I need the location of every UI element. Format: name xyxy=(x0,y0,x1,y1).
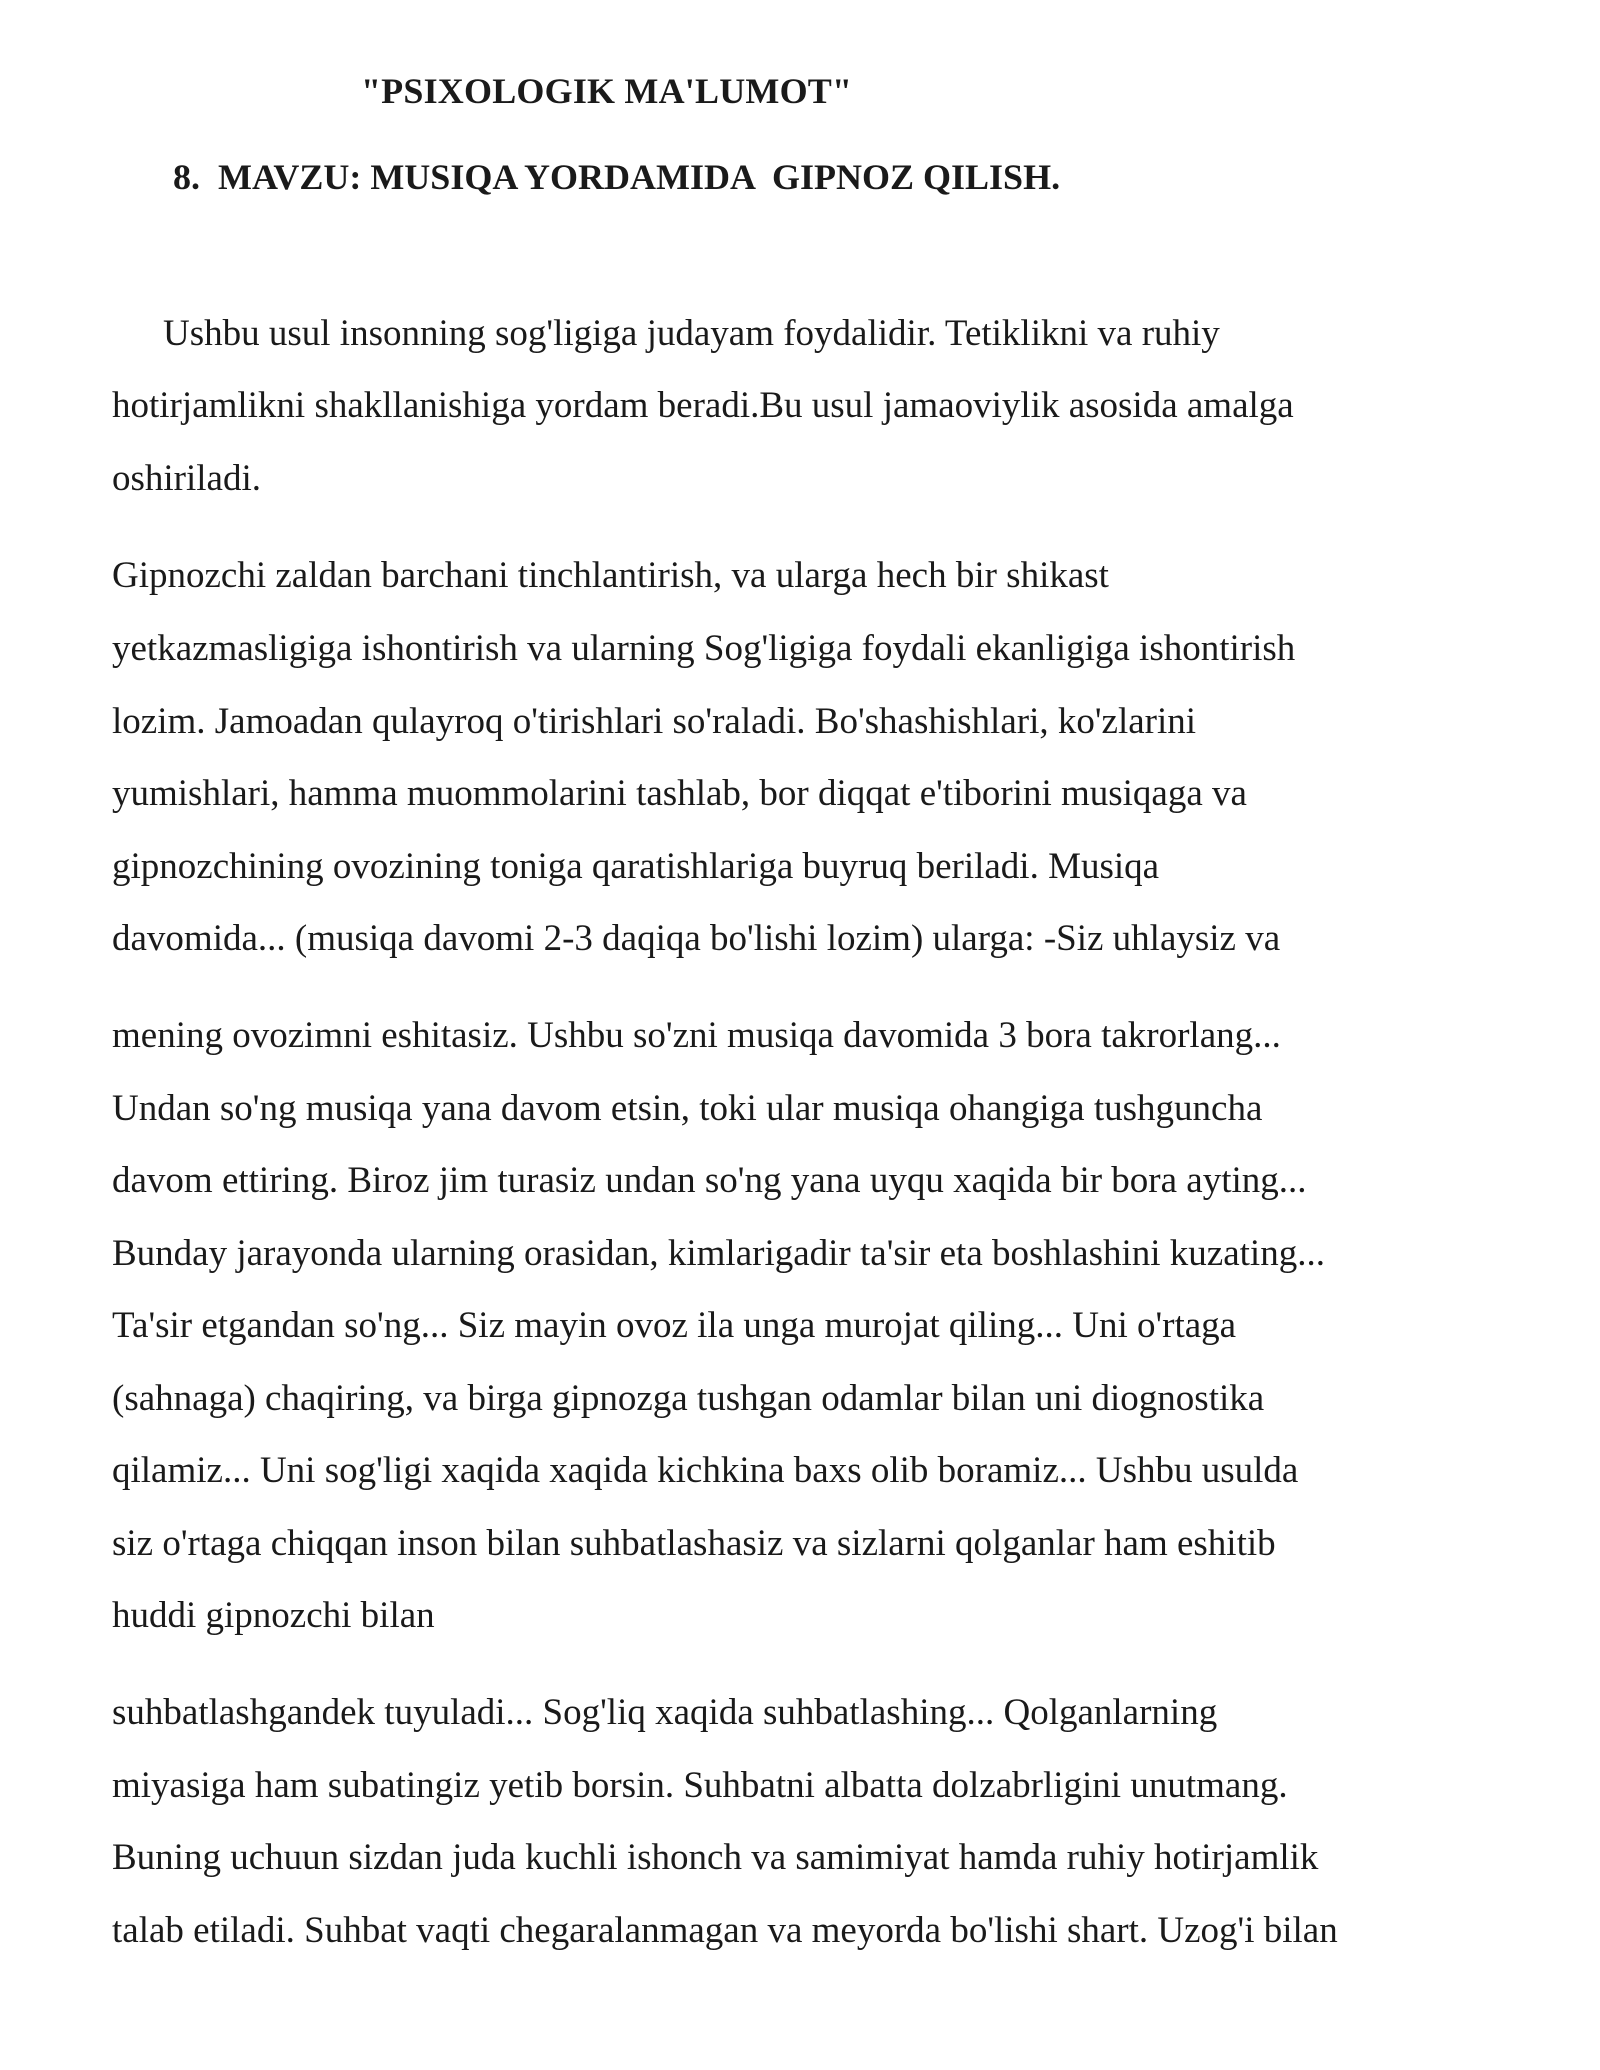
paragraph-line: suhbatlashgandek tuyuladi... Sog'liq xaqida suhbatlashing... Qolganlarning xyxy=(112,1692,1218,1733)
paragraph-line: huddi gipnozchi bilan xyxy=(112,1595,435,1636)
paragraph-line: lozim. Jamoadan qulayroq o'tirishlari so'raladi. Bo'shashishlari, ko'zlarini xyxy=(112,701,1197,742)
document-title: "PSIXOLOGIK MA'LUMOT" xyxy=(361,71,853,111)
paragraph-line: Gipnozchi zaldan barchani tinchlantirish, va ularga hech bir shikast xyxy=(112,555,1109,596)
paragraph-line: mening ovozimni eshitasiz. Ushbu so'zni musiqa davomida 3 bora takrorlang... xyxy=(112,1015,1281,1056)
paragraph-line: yetkazmasligiga ishontirish va ularning Sog'ligiga foydali ekanligiga ishontirish xyxy=(112,628,1296,669)
paragraph-line: siz o'rtaga chiqqan inson bilan suhbatlashasiz va sizlarni qolganlar ham eshitib xyxy=(112,1523,1276,1564)
paragraph-line: Undan so'ng musiqa yana davom etsin, toki ular musiqa ohangiga tushguncha xyxy=(112,1088,1263,1129)
paragraph-line: gipnozchining ovozining toniga qaratishlariga buyruq beriladi. Musiqa xyxy=(112,846,1160,887)
paragraph-line: Ushbu usul insonning sog'ligiga judayam foydalidir. Tetiklikni va ruhiy xyxy=(163,313,1220,354)
paragraph-line: yumishlari, hamma muommolarini tashlab, bor diqqat e'tiborini musiqaga va xyxy=(112,773,1247,814)
paragraph-line: davom ettiring. Biroz jim turasiz undan so'ng yana uyqu xaqida bir bora ayting... xyxy=(112,1160,1307,1201)
paragraph-line: Ta'sir etgandan so'ng... Siz mayin ovoz ila unga murojat qiling... Uni o'rtaga xyxy=(112,1305,1237,1346)
paragraph-line: qilamiz... Uni sog'ligi xaqida xaqida kichkina baxs olib boramiz... Ushbu usulda xyxy=(112,1450,1299,1491)
paragraph-line: davomida... (musiqa davomi 2-3 daqiqa bo'lishi lozim) ularga: -Siz uhlaysiz va xyxy=(112,918,1281,959)
paragraph-line: miyasiga ham subatingiz yetib borsin. Suhbatni albatta dolzabrligini unutmang. xyxy=(112,1765,1288,1806)
paragraph-line: talab etiladi. Suhbat vaqti chegaralanmagan va meyorda bo'lishi shart. Uzog'i bilan xyxy=(112,1910,1338,1951)
paragraph-line: Buning uchuun sizdan juda kuchli ishonch va samimiyat hamda ruhiy hotirjamlik xyxy=(112,1837,1319,1878)
paragraph-line: Bunday jarayonda ularning orasidan, kimlarigadir ta'sir eta boshlashini kuzating... xyxy=(112,1233,1325,1274)
topic-heading: 8. MAVZU: MUSIQA YORDAMIDA GIPNOZ QILISH. xyxy=(173,157,1061,197)
paragraph-line: hotirjamlikni shakllanishiga yordam beradi.Bu usul jamaoviylik asosida amalga xyxy=(112,385,1294,426)
paragraph-line: oshiriladi. xyxy=(112,458,262,499)
paragraph-line: (sahnaga) chaqiring, va birga gipnozga tushgan odamlar bilan uni diognostika xyxy=(112,1378,1265,1419)
